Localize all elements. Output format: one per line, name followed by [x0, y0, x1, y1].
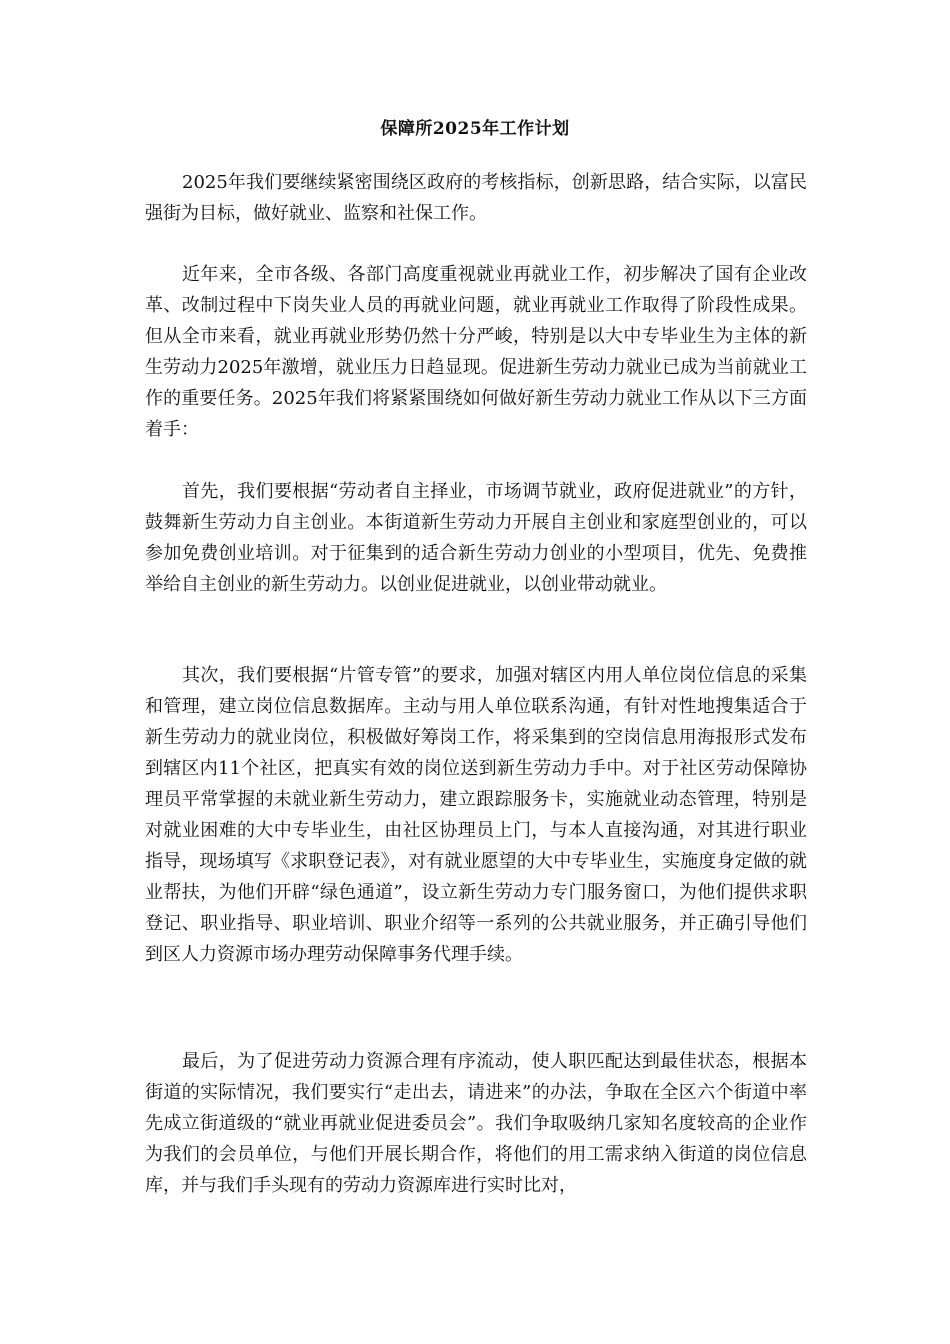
paragraph-last: 最后，为了促进劳动力资源合理有序流动，使人职匹配达到最佳状态，根据本街道的实际情况，我们要实行“走出去，请进来”的办法，争取在全区六个街道中率先成立街道级的“就业再就业促进委员会”。我们争取吸纳几家知名度较高的企业作为我们的会员单位，与他们开展长期合作，将他们的用工需求纳入街道的岗位信息库，并与我们手头现有的劳动力资源库进行实时比对，	[145, 1051, 807, 1196]
paragraph-intro: 2025年我们要继续紧密围绕区政府的考核指标，创新思路，结合实际，以富民强街为目标，做好就业、监察和社保工作。	[145, 172, 807, 224]
paragraph-second: 其次，我们要根据“片管专管”的要求，加强对辖区内用人单位岗位信息的采集和管理，建立岗位信息数据库。主动与用人单位联系沟通，有针对性地搜集适合于新生劳动力的就业岗位，积极做好筹岗工作，将采集到的空岗信息用海报形式发布到辖区内11个社区，把真实有效的岗位送到新生劳动力手中。对于社区劳动保障协理员平常掌握的未就业新生劳动力，建立跟踪服务卡，实施就业动态管理，特别是对就业困难的大中专毕业生，由社区协理员上门，与本人直接沟通，对其进行职业指导，现场填写《求职登记表》，对有就业愿望的大中专毕业生，实施度身定做的就业帮扶，为他们开辟“绿色通道”，设立新生劳动力专门服务窗口，为他们提供求职登记、职业指导、职业培训、职业介绍等一系列的公共就业服务，并正确引导他们到区人力资源市场办理劳动保障事务代理手续。	[145, 665, 807, 965]
paragraph-first: 首先，我们要根据“劳动者自主择业，市场调节就业，政府促进就业”的方针，鼓舞新生劳动力自主创业。本街道新生劳动力开展自主创业和家庭型创业的，可以参加免费创业培训。对于征集到的适合新生劳动力创业的小型项目，优先、免费推举给自主创业的新生劳动力。以创业促进就业，以创业带动就业。	[145, 481, 807, 595]
document-title: 保障所2025年工作计划	[380, 119, 570, 139]
paragraph-background: 近年来，全市各级、各部门高度重视就业再就业工作，初步解决了国有企业改革、改制过程中下岗失业人员的再就业问题，就业再就业工作取得了阶段性成果。但从全市来看，就业再就业形势仍然十分严峻，特别是以大中专毕业生为主体的新生劳动力2025年激增，就业压力日趋显现。促进新生劳动力就业已成为当前就业工作的重要任务。2025年我们将紧紧围绕如何做好新生劳动力就业工作从以下三方面着手：	[145, 264, 807, 440]
